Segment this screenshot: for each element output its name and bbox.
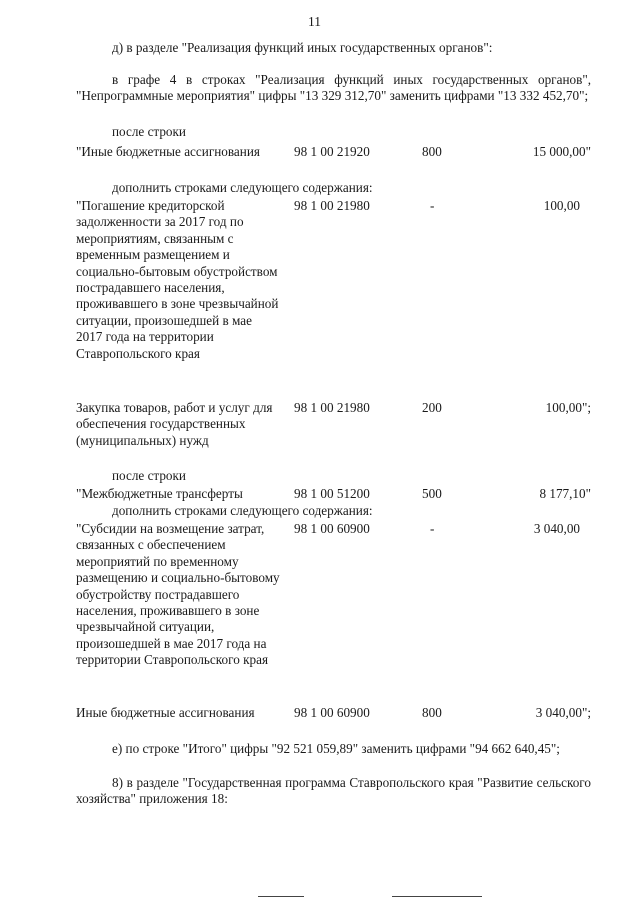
row-name: "Погашение кредиторской задолженности за 2017 год по мероприятиям, связанным с временным размещением и социально-бытовым обустройством пострадавшего населения, проживавшего в зоне чрезвычайной ситуации, произошедшей в мае 2017 года на территории Ставропольского края [76,198,279,361]
row-code: 98 1 00 21980 [294,198,370,213]
row-amount: 100,00"; [545,400,591,415]
table-row [76,400,591,448]
supplement-label-2: дополнить строками следующего содержания: [112,503,373,518]
footer-rule [258,896,304,897]
row-amount: 100,00 [543,198,580,213]
table-row [76,521,591,668]
row-type: - [430,198,435,213]
footer-rule [392,896,482,897]
row-name: "Иные бюджетные ассигнования [76,144,260,159]
row-type: - [430,521,435,536]
row-name: Иные бюджетные ассигнования [76,705,255,720]
row-type: 200 [422,400,442,415]
item-8-paragraph: 8) в разделе "Государственная программа Ставропольского края "Развитие сельского хозяйства" приложения 18: [76,775,591,807]
table-row [76,705,591,720]
intro-line: д) в разделе "Реализация функций иных государственных органов": [112,40,493,55]
after-row-label-1: после строки [112,124,186,139]
table-row [76,144,591,159]
row-code: 98 1 00 21920 [294,144,370,159]
table-row [76,486,591,501]
intro-paragraph: в графе 4 в строках "Реализация функций иных государственных органов", "Непрограммные мероприятия" цифры "13 329 312,70" заменить цифрами "13 332 452,70"; [76,72,591,104]
row-type: 800 [422,705,442,720]
table-row [76,198,591,361]
row-code: 98 1 00 51200 [294,486,370,501]
row-name: "Межбюджетные трансферты [76,486,243,501]
item-e-paragraph: е) по строке "Итого" цифры "92 521 059,89" заменить цифрами "94 662 640,45"; [112,741,560,756]
row-amount: 3 040,00 [533,521,580,536]
row-name: Закупка товаров, работ и услуг для обеспечения государственных (муниципальных) нужд [76,400,273,448]
row-code: 98 1 00 60900 [294,521,370,536]
row-amount: 15 000,00" [532,144,591,159]
after-row-label-2: после строки [112,468,186,483]
supplement-label-1: дополнить строками следующего содержания: [112,180,373,195]
page-number: 11 [308,14,321,29]
row-name: "Субсидии на возмещение затрат, связанных с обеспечением мероприятий по временному размещению и социально-бытовому обустройству пострадавшего населения, проживавшего в зоне чрезвычайной ситуации, произошедшей в мае 2017 года на территории Ставропольского края [76,521,280,668]
row-code: 98 1 00 60900 [294,705,370,720]
row-amount: 3 040,00"; [535,705,591,720]
row-code: 98 1 00 21980 [294,400,370,415]
row-type: 500 [422,486,442,501]
row-amount: 8 177,10" [539,486,591,501]
row-type: 800 [422,144,442,159]
